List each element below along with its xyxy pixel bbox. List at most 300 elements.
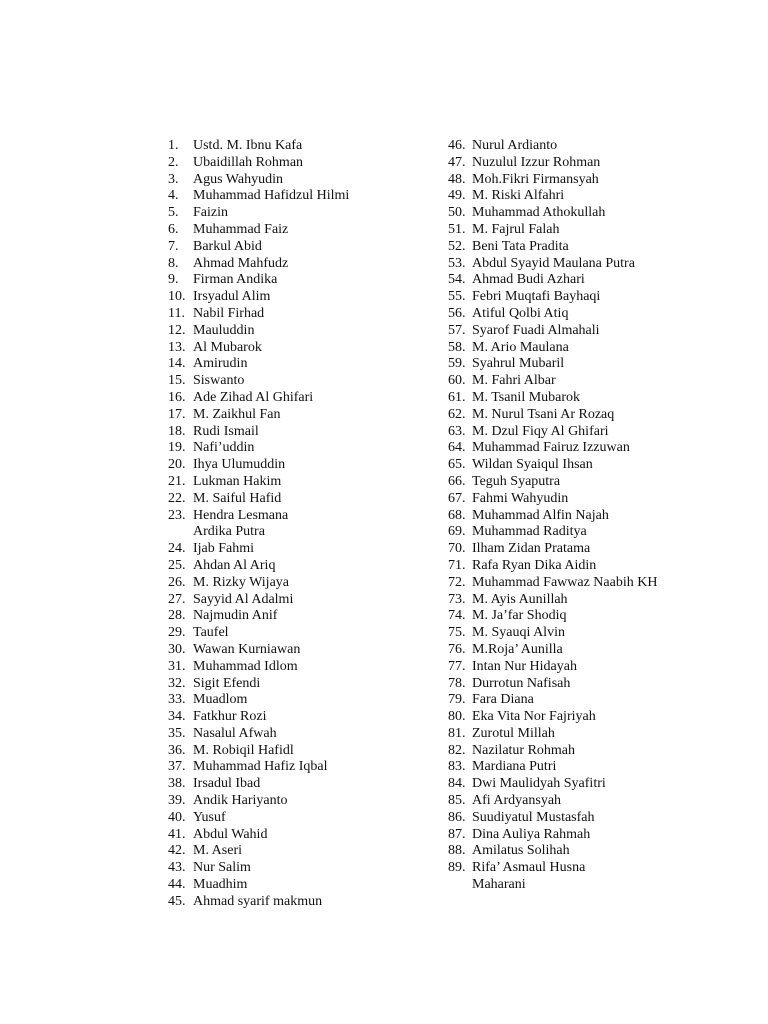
list-item (168, 894, 428, 911)
list-item (168, 188, 428, 205)
list-item (168, 508, 428, 542)
list-item (168, 659, 428, 676)
list-item (448, 776, 668, 793)
item-name-text: Muhammad Athokullah (472, 205, 606, 221)
item-name-text: Muhammad Alfin Najah (472, 507, 609, 523)
item-name-text: Muhammad Hafidzul Hilmi (193, 188, 350, 204)
item-name-text: Nabil Firhad (193, 305, 265, 321)
item-name (472, 642, 668, 659)
item-name-text: M. Robiqil Hafidl (193, 742, 294, 758)
list-item (168, 843, 428, 860)
item-number: 69. (448, 524, 466, 540)
list-item (168, 356, 428, 373)
item-name-text: Irsadul Ibad (193, 776, 261, 792)
list-item (448, 155, 668, 172)
item-name (472, 659, 668, 676)
item-number: 21. (168, 473, 186, 489)
item-number: 28. (168, 608, 186, 624)
list-item (448, 575, 668, 592)
item-name (193, 709, 428, 726)
item-number: 7. (168, 238, 179, 254)
item-name (472, 340, 668, 357)
item-name-text: Yusuf (193, 809, 226, 825)
list-item (448, 205, 668, 222)
item-name-text: Al Mubarok (193, 339, 262, 355)
list-item (448, 608, 668, 625)
list-item (448, 759, 668, 776)
item-name-text: M. Ja’far Shodiq (472, 608, 567, 624)
list-item (448, 474, 668, 491)
item-name (472, 323, 668, 340)
list-item (448, 373, 668, 390)
item-name-text: M. Rizky Wijaya (193, 574, 289, 590)
item-name-text: Nuzulul Izzur Rohman (472, 154, 601, 170)
list-item (168, 558, 428, 575)
item-name (193, 407, 428, 424)
item-number: 62. (448, 406, 466, 422)
item-number: 52. (448, 238, 466, 254)
item-number: 10. (168, 289, 186, 305)
item-name (472, 508, 668, 525)
item-number: 36. (168, 742, 186, 758)
item-name-text: Muhammad Fawwaz Naabih KH (472, 574, 658, 590)
item-name-continuation: Ardika Putra (193, 524, 265, 540)
list-item (448, 709, 668, 726)
item-number: 78. (448, 675, 466, 691)
item-name-text: Sayyid Al Adalmi (193, 591, 294, 607)
item-name (472, 138, 668, 155)
list-item (168, 256, 428, 273)
item-name (193, 659, 428, 676)
item-number: 44. (168, 877, 186, 893)
item-name-text: Eka Vita Nor Fajriyah (472, 709, 596, 725)
item-number: 89. (448, 860, 466, 876)
item-name (472, 373, 668, 390)
item-name-text: Barkul Abid (193, 238, 262, 254)
item-name (193, 692, 428, 709)
item-number: 26. (168, 574, 186, 590)
item-name (193, 239, 428, 256)
item-name-continuation: Maharani (472, 877, 526, 893)
item-number: 74. (448, 608, 466, 624)
item-name-text: Nur Salim (193, 860, 251, 876)
item-number: 23. (168, 507, 186, 523)
item-name (193, 541, 428, 558)
item-name-text: Rafa Ryan Dika Aidin (472, 557, 597, 573)
item-number: 59. (448, 356, 466, 372)
item-name (193, 474, 428, 491)
list-item (168, 306, 428, 323)
list-item (168, 827, 428, 844)
list-item (168, 759, 428, 776)
list-item (448, 793, 668, 810)
item-number: 48. (448, 171, 466, 187)
item-name (193, 860, 428, 877)
item-name (193, 894, 428, 911)
list-item (168, 642, 428, 659)
item-number: 11. (168, 305, 185, 321)
item-number: 83. (448, 759, 466, 775)
item-name-text: Taufel (193, 625, 229, 641)
list-item (448, 256, 668, 273)
item-name-text: Wawan Kurniawan (193, 641, 301, 657)
item-name-text: Atiful Qolbi Atiq (472, 305, 569, 321)
list-item (168, 592, 428, 609)
item-name-text: Fahmi Wahyudin (472, 490, 569, 506)
list-item (168, 474, 428, 491)
list-item (168, 676, 428, 693)
item-name (193, 508, 428, 542)
item-name-text: M. Dzul Fiqy Al Ghifari (472, 423, 609, 439)
list-item (448, 424, 668, 441)
item-number: 65. (448, 457, 466, 473)
list-item (168, 491, 428, 508)
list-item (168, 272, 428, 289)
item-number: 82. (448, 742, 466, 758)
item-number: 70. (448, 541, 466, 557)
item-name-text: Hendra Lesmana (193, 507, 289, 523)
item-name (472, 827, 668, 844)
item-number: 72. (448, 574, 466, 590)
item-number: 75. (448, 625, 466, 641)
left-column (168, 138, 428, 911)
item-name (193, 575, 428, 592)
item-name (472, 793, 668, 810)
item-name-text: Febri Muqtafi Bayhaqi (472, 289, 601, 305)
item-name (193, 340, 428, 357)
item-name-text: Rudi Ismail (193, 423, 259, 439)
list-item (448, 491, 668, 508)
item-name-text: Abdul Wahid (193, 826, 268, 842)
item-name (193, 676, 428, 693)
item-number: 47. (448, 154, 466, 170)
list-item (168, 373, 428, 390)
item-number: 37. (168, 759, 186, 775)
item-number: 43. (168, 860, 186, 876)
list-item (448, 642, 668, 659)
item-name-text: Intan Nur Hidayah (472, 658, 577, 674)
item-name-text: M. Aseri (193, 843, 242, 859)
item-name-text: Moh.Fikri Firmansyah (472, 171, 599, 187)
list-item (168, 541, 428, 558)
item-name (193, 272, 428, 289)
item-name (472, 592, 668, 609)
list-item (168, 860, 428, 877)
item-name (193, 743, 428, 760)
list-item (448, 659, 668, 676)
item-name (472, 575, 668, 592)
item-name-text: M. Syauqi Alvin (472, 625, 565, 641)
item-name (193, 810, 428, 827)
item-name (193, 457, 428, 474)
item-name-text: Sigit Efendi (193, 675, 261, 691)
item-number: 4. (168, 188, 179, 204)
item-number: 14. (168, 356, 186, 372)
list-item (448, 138, 668, 155)
list-item (448, 390, 668, 407)
item-name (472, 524, 668, 541)
list-item (448, 407, 668, 424)
item-name-text: Ihya Ulumuddin (193, 457, 286, 473)
item-number: 35. (168, 725, 186, 741)
list-item (168, 776, 428, 793)
item-name (193, 155, 428, 172)
item-name (472, 188, 668, 205)
item-name (472, 390, 668, 407)
item-name-text: Faizin (193, 205, 228, 221)
item-name (472, 726, 668, 743)
item-number: 1. (168, 138, 179, 153)
list-item (448, 340, 668, 357)
item-name-text: Najmudin Anif (193, 608, 278, 624)
list-item (168, 340, 428, 357)
item-name-text: Ade Zihad Al Ghifari (193, 389, 314, 405)
list-item (168, 424, 428, 441)
item-name (193, 222, 428, 239)
item-name-text: Durrotun Nafisah (472, 675, 571, 691)
item-name (472, 256, 668, 273)
item-name (472, 491, 668, 508)
list-item (448, 306, 668, 323)
list-item (168, 877, 428, 894)
item-name-text: Andik Hariyanto (193, 793, 288, 809)
list-item (448, 676, 668, 693)
item-number: 64. (448, 440, 466, 456)
list-item (448, 222, 668, 239)
item-name-text: M. Ayis Aunillah (472, 591, 568, 607)
item-number: 32. (168, 675, 186, 691)
item-name-text: M. Zaikhul Fan (193, 406, 281, 422)
item-name-text: Siswanto (193, 373, 245, 389)
list-item (168, 457, 428, 474)
item-number: 16. (168, 389, 186, 405)
item-number: 8. (168, 255, 179, 271)
item-name (472, 776, 668, 793)
item-number: 46. (448, 138, 466, 153)
list-item (448, 239, 668, 256)
item-name-text: Amirudin (193, 356, 248, 372)
item-number: 22. (168, 490, 186, 506)
item-number: 12. (168, 322, 186, 338)
item-number: 85. (448, 793, 466, 809)
list-item (448, 827, 668, 844)
item-number: 42. (168, 843, 186, 859)
item-name-text: M. Riski Alfahri (472, 188, 565, 204)
list-item (168, 205, 428, 222)
item-number: 53. (448, 255, 466, 271)
item-name (472, 709, 668, 726)
item-name (193, 592, 428, 609)
item-name (193, 625, 428, 642)
item-number: 15. (168, 373, 186, 389)
name-list-right (448, 138, 668, 894)
item-number: 5. (168, 205, 179, 221)
item-name (472, 289, 668, 306)
item-name-text: Syahrul Mubaril (472, 356, 565, 372)
item-name (193, 877, 428, 894)
item-name (472, 272, 668, 289)
item-name-text: Mauluddin (193, 322, 255, 338)
item-number: 55. (448, 289, 466, 305)
list-item (168, 155, 428, 172)
list-item (168, 239, 428, 256)
list-item (448, 289, 668, 306)
item-name-text: Ijab Fahmi (193, 541, 255, 557)
item-name-text: Muhammad Fairuz Izzuwan (472, 440, 630, 456)
item-name-text: Nasalul Afwah (193, 725, 277, 741)
list-item (448, 592, 668, 609)
item-number: 54. (448, 272, 466, 288)
item-number: 41. (168, 826, 186, 842)
item-number: 79. (448, 692, 466, 708)
item-name-text: M.Roja’ Aunilla (472, 641, 563, 657)
item-number: 20. (168, 457, 186, 473)
item-number: 50. (448, 205, 466, 221)
item-number: 88. (448, 843, 466, 859)
item-name (193, 440, 428, 457)
item-name-text: Lukman Hakim (193, 473, 282, 489)
item-number: 3. (168, 171, 179, 187)
list-item (448, 524, 668, 541)
item-number: 2. (168, 154, 179, 170)
item-name-text: Syarof Fuadi Almahali (472, 322, 600, 338)
list-item (168, 440, 428, 457)
list-item (448, 541, 668, 558)
item-name (472, 356, 668, 373)
list-item (168, 289, 428, 306)
list-item (448, 726, 668, 743)
list-item (168, 625, 428, 642)
item-name-text: Ustd. M. Ibnu Kafa (193, 138, 303, 153)
item-name (472, 843, 668, 860)
item-name (193, 138, 428, 155)
item-name-text: Nafi’uddin (193, 440, 255, 456)
item-number: 18. (168, 423, 186, 439)
item-name-text: Dina Auliya Rahmah (472, 826, 591, 842)
item-name (193, 390, 428, 407)
item-name (472, 692, 668, 709)
item-name-text: Firman Andika (193, 272, 278, 288)
item-name (193, 289, 428, 306)
item-number: 33. (168, 692, 186, 708)
item-name-text: M. Fajrul Falah (472, 221, 560, 237)
item-name-text: Ubaidillah Rohman (193, 154, 304, 170)
list-item (168, 172, 428, 189)
item-name-text: Teguh Syaputra (472, 473, 561, 489)
item-name (472, 608, 668, 625)
item-number: 80. (448, 709, 466, 725)
item-name-text: Suudiyatul Mustasfah (472, 809, 595, 825)
item-name (193, 205, 428, 222)
item-number: 60. (448, 373, 466, 389)
list-item (168, 810, 428, 827)
list-item (448, 625, 668, 642)
item-name (472, 558, 668, 575)
item-number: 17. (168, 406, 186, 422)
item-name-text: Mardiana Putri (472, 759, 557, 775)
list-item (168, 222, 428, 239)
list-item (168, 407, 428, 424)
item-name-text: M. Tsanil Mubarok (472, 389, 581, 405)
item-name-text: Ilham Zidan Pratama (472, 541, 591, 557)
item-name (193, 558, 428, 575)
item-name (472, 860, 668, 894)
item-number: 13. (168, 339, 186, 355)
list-item (448, 743, 668, 760)
item-name (193, 776, 428, 793)
item-name-text: Ahmad syarif makmun (193, 893, 323, 909)
item-name (193, 642, 428, 659)
item-name (472, 541, 668, 558)
item-name-text: M. Nurul Tsani Ar Rozaq (472, 406, 615, 422)
list-item (448, 692, 668, 709)
item-number: 6. (168, 221, 179, 237)
item-name-text: Amilatus Solihah (472, 843, 570, 859)
item-name (472, 759, 668, 776)
item-name-text: M. Saiful Hafid (193, 490, 282, 506)
item-name-text: Ahdan Al Ariq (193, 557, 276, 573)
item-name (472, 743, 668, 760)
item-number: 19. (168, 440, 186, 456)
item-number: 30. (168, 641, 186, 657)
item-name-text: Fara Diana (472, 692, 534, 708)
item-name-text: M. Fahri Albar (472, 373, 556, 389)
item-number: 73. (448, 591, 466, 607)
item-name (472, 222, 668, 239)
item-name-text: Ahmad Budi Azhari (472, 272, 585, 288)
item-name (193, 759, 428, 776)
item-name (472, 676, 668, 693)
item-name-text: Dwi Maulidyah Syafitri (472, 776, 606, 792)
item-number: 67. (448, 490, 466, 506)
item-name-text: Rifa’ Asmaul Husna (472, 860, 586, 876)
list-item (168, 793, 428, 810)
item-name (472, 424, 668, 441)
item-name (193, 188, 428, 205)
list-item (448, 188, 668, 205)
item-number: 29. (168, 625, 186, 641)
list-item (168, 390, 428, 407)
item-name (193, 424, 428, 441)
list-item (448, 843, 668, 860)
item-name (193, 491, 428, 508)
right-column (448, 138, 668, 894)
item-name-text: Nazilatur Rohmah (472, 742, 576, 758)
item-number: 68. (448, 507, 466, 523)
item-number: 38. (168, 776, 186, 792)
item-number: 34. (168, 709, 186, 725)
list-item (448, 860, 668, 894)
item-name (193, 172, 428, 189)
list-item (448, 272, 668, 289)
item-name (472, 155, 668, 172)
item-name-text: Muhammad Idlom (193, 658, 298, 674)
list-item (168, 608, 428, 625)
item-number: 77. (448, 658, 466, 674)
name-list-left (168, 138, 428, 911)
list-item (168, 323, 428, 340)
item-name-text: Muhammad Faiz (193, 221, 289, 237)
list-item (448, 356, 668, 373)
list-item (448, 558, 668, 575)
item-number: 58. (448, 339, 466, 355)
item-name (193, 256, 428, 273)
item-number: 84. (448, 776, 466, 792)
item-number: 57. (448, 322, 466, 338)
item-name-text: Muhammad Raditya (472, 524, 587, 540)
list-item (168, 743, 428, 760)
list-item (448, 440, 668, 457)
